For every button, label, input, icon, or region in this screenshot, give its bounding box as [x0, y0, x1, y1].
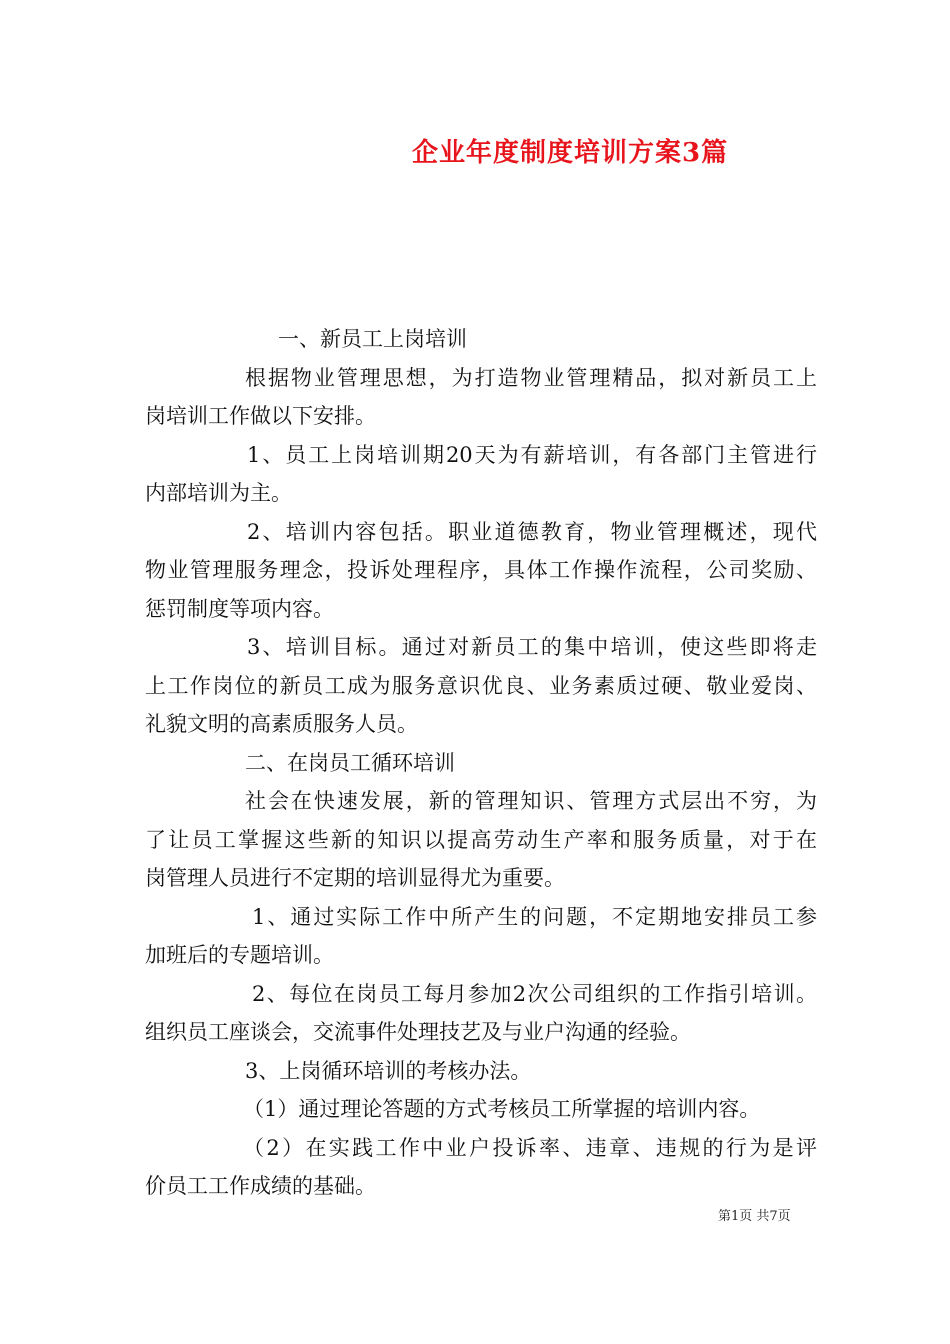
paragraph-line: 1、通过实际工作中所产生的问题，不定期地安排员工参: [252, 904, 817, 929]
paragraph-line: 物业管理服务理念，投诉处理程序，具体工作操作流程，公司奖励、: [145, 558, 817, 582]
paragraph-line: 1、员工上岗培训期20天为有薪培训，有各部门主管进行: [247, 442, 817, 467]
paragraph-line: 3、培训目标。通过对新员工的集中培训，使这些即将走: [247, 635, 817, 659]
paragraph-line: （2）在实践工作中业户投诉率、违章、违规的行为是评: [243, 1135, 817, 1160]
paragraph-line: 岗管理人员进行不定期的培训显得尤为重要。: [145, 866, 565, 890]
document-title: 企业年度制度培训方案3篇: [412, 138, 729, 168]
page-number: 第1页 共7页: [718, 1209, 791, 1224]
paragraph-line: 组织员工座谈会，交流事件处理技艺及与业户沟通的经验。: [145, 1020, 691, 1044]
paragraph-line: 内部培训为主。: [145, 481, 292, 505]
paragraph-line: 2、每位在岗员工每月参加2次公司组织的工作指引培训。: [252, 981, 817, 1006]
paragraph-line: 礼貌文明的高素质服务人员。: [145, 712, 418, 736]
section-heading-1: 一、新员工上岗培训: [278, 327, 467, 351]
paragraph-line: 2、培训内容包括。职业道德教育，物业管理概述，现代: [247, 519, 817, 544]
paragraph-line: 价员工工作成绩的基础。: [145, 1174, 376, 1198]
paragraph-line: 岗培训工作做以下安排。: [145, 404, 376, 428]
paragraph-line: 3、上岗循环培训的考核办法。: [245, 1058, 532, 1083]
paragraph-line: 上工作岗位的新员工成为服务意识优良、业务素质过硬、敬业爱岗、: [145, 673, 817, 698]
paragraph-line: 根据物业管理思想，为打造物业管理精品，拟对新员工上: [245, 365, 817, 390]
section-heading-2: 二、在岗员工循环培训: [245, 750, 455, 775]
document-body: [145, 320, 817, 1206]
paragraph-line: 社会在快速发展，新的管理知识、管理方式层出不穷，为: [245, 789, 817, 813]
paragraph-line: 加班后的专题培训。: [145, 943, 334, 967]
paragraph-line: 惩罚制度等项内容。: [145, 596, 334, 621]
paragraph-line: （1）通过理论答题的方式考核员工所掌握的培训内容。: [243, 1097, 761, 1121]
paragraph-line: 了让员工掌握这些新的知识以提高劳动生产率和服务质量，对于在: [145, 827, 817, 852]
